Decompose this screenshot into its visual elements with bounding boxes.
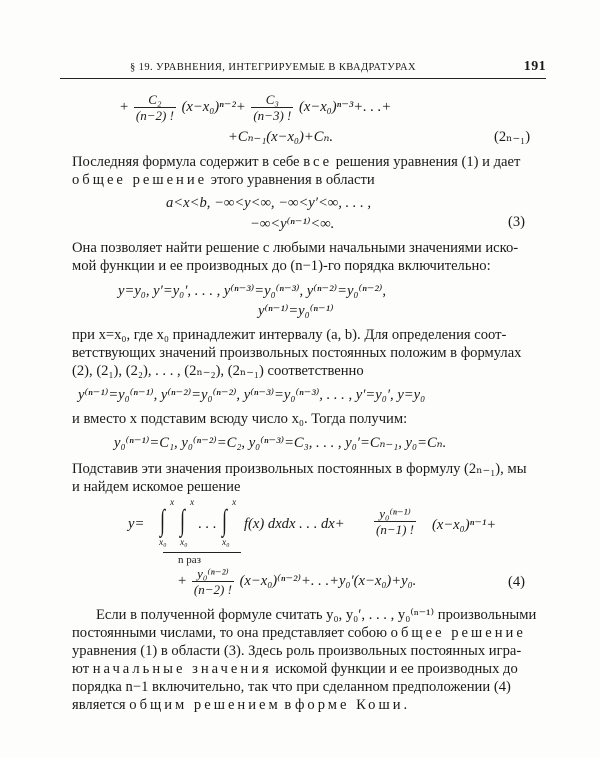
section-title: § 19. УРАВНЕНИЯ, ИНТЕГРИРУЕМЫЕ В КВАДРАТУРАХ (130, 62, 416, 73)
equation-text: y₀⁽ⁿ⁻¹⁾=C₁, y₀⁽ⁿ⁻²⁾=C₂, y₀⁽ⁿ⁻³⁾=C₃, . . . , y₀′=Cₙ₋₁, y₀=Cₙ. (114, 435, 447, 451)
constants-equation (114, 434, 446, 452)
integral-upper-limit: x (232, 498, 237, 508)
integral-upper-limit: x (170, 498, 175, 508)
integral-sign-1: ∫ (160, 504, 165, 537)
numerator: y₀⁽ⁿ⁻²⁾ (197, 566, 229, 581)
running-header (60, 58, 546, 79)
plus-sign: + (178, 572, 187, 589)
equation-text: y⁽ⁿ⁻¹⁾=y₀⁽ⁿ⁻¹⁾ (258, 303, 334, 319)
paragraph-line: и вместо x подставим всюду число x₀. Тогда получим: (72, 411, 408, 427)
equation-label-2n1: (2ₙ₋₁) (494, 129, 531, 145)
text: решения уравнения (1) и дает (332, 154, 521, 170)
equation-label-3: (3) (508, 214, 526, 230)
n-times-label: n раз (178, 554, 201, 566)
text: постоянными числами, то она представляет собою (72, 625, 391, 641)
integral-dots: . . . (198, 516, 217, 532)
term: (x−x₀)ⁿ⁻²+ (181, 98, 246, 115)
term: (x−x₀)ⁿ⁻¹+ (432, 517, 497, 533)
fraction-y0-n2 (192, 566, 234, 597)
paragraph-line: (2), (2₁), (2₂), . . . , (2ₙ₋₂), (2ₙ₋₁) соответственно (72, 363, 364, 379)
integral-lower-limit: x₀ (222, 538, 230, 548)
paragraph-line (72, 153, 520, 171)
text: искомой функции и ее производных до (271, 661, 518, 677)
text: этого уравнения в области (207, 172, 375, 188)
spaced-text: общим решением (129, 697, 281, 713)
text: ют (72, 661, 93, 677)
text: Последняя формула содержит в себе (72, 154, 304, 170)
integral-upper-limit: x (190, 498, 195, 508)
paragraph-line: мой функции и ее производных до (n−1)-го порядка включительно: (72, 258, 491, 274)
paragraph-line: Подставив эти значения произвольных постоянных в формулу (2ₙ₋₁), мы (72, 461, 527, 477)
numerator: C₃ (265, 92, 279, 107)
initial-conditions-line2 (258, 302, 334, 320)
page-number: 191 (523, 59, 546, 74)
equation-3-line2 (250, 215, 334, 233)
equation-2n1-line2 (228, 128, 333, 146)
numerator: y₀⁽ⁿ⁻¹⁾ (379, 506, 411, 521)
paragraph-line: Если в полученной формуле считать y₀, y₀′, . . . , y₀⁽ⁿ⁻¹⁾ произвольными (96, 607, 537, 623)
spaced-text: начальные значения (92, 661, 272, 677)
paragraph-line (72, 624, 526, 642)
paragraph-line: Она позволяет найти решение с любыми начальными значениями иско- (72, 240, 519, 256)
equation-text: y⁽ⁿ⁻¹⁾=y₀⁽ⁿ⁻¹⁾, y⁽ⁿ⁻²⁾=y₀⁽ⁿ⁻²⁾, y⁽ⁿ⁻³⁾=y₀⁽ⁿ⁻³⁾, . . . , y′=y₀′, y=y₀ (78, 387, 426, 403)
integral-sign-2: ∫ (180, 504, 185, 537)
text: является (72, 697, 130, 713)
equation-4-line2 (178, 566, 416, 597)
term: (x−x₀)⁽ⁿ⁻²⁾+. . .+y₀′(x−x₀)+y₀. (239, 572, 417, 589)
y-equals: y= (128, 516, 145, 532)
equation-text: +Cₙ₋₁(x−x₀)+Cₙ. (228, 129, 334, 145)
denominator: (n−2) ! (135, 108, 174, 123)
initial-conditions-line1 (118, 282, 386, 300)
paragraph-line (72, 660, 518, 678)
integral-sign-3: ∫ (222, 504, 227, 537)
equation-label-4: (4) (508, 574, 526, 590)
fraction-y0-n1 (374, 506, 416, 537)
fraction-c2 (134, 92, 176, 123)
paragraph-line: ветствующих значений произвольных постоянных положим в формулах (72, 345, 522, 361)
underbrace (163, 548, 241, 553)
integrand: f(x) dxdx . . . dx+ (244, 516, 345, 532)
equation-text: y=y₀, y′=y₀′, . . . , y⁽ⁿ⁻³⁾=y₀⁽ⁿ⁻³⁾, y⁽ⁿ⁻²⁾=y₀⁽ⁿ⁻²⁾, (118, 283, 386, 299)
paragraph-line: и найдем искомое решение (72, 479, 241, 495)
integral-lower-limit: x₀ (180, 538, 188, 548)
denominator: (n−1) ! (376, 522, 415, 537)
paragraph-line: при x=x₀, где x₀ принадлежит интервалу (a, b). Для определения соот- (72, 327, 507, 343)
denominator: (n−3) ! (253, 108, 292, 123)
denominator: (n−2) ! (193, 582, 232, 597)
fraction-term-1 (372, 506, 418, 537)
spaced-text: общее решение (72, 172, 208, 188)
substitution-equation (78, 386, 425, 404)
term: (x−x₀)ⁿ⁻³+. . .+ (299, 98, 392, 115)
equation-2n1-line1 (120, 92, 391, 123)
text: . (403, 697, 408, 713)
numerator: C₂ (148, 92, 162, 107)
spaced-text: общее решение (390, 625, 526, 641)
text: в (280, 697, 295, 713)
integral-lower-limit: x₀ (159, 538, 167, 548)
paragraph-line: порядка n−1 включительно, так что при сделанном предположении (4) (72, 679, 511, 695)
equation-text: −∞<y⁽ⁿ⁻¹⁾<∞. (250, 216, 335, 232)
equation-text: a<x<b, −∞<y<∞, −∞<y′<∞, . . . , (166, 195, 372, 211)
paragraph-line (72, 171, 375, 189)
equation-3-line1 (166, 195, 371, 212)
paragraph-line: уравнения (1) в области (3). Здесь роль произвольных постоянных игра- (72, 643, 522, 659)
plus-sign: + (120, 98, 129, 115)
spaced-text: все (303, 154, 333, 170)
fraction-c3 (251, 92, 293, 123)
spaced-text: форме Коши (294, 697, 404, 713)
paragraph-line (72, 696, 407, 714)
